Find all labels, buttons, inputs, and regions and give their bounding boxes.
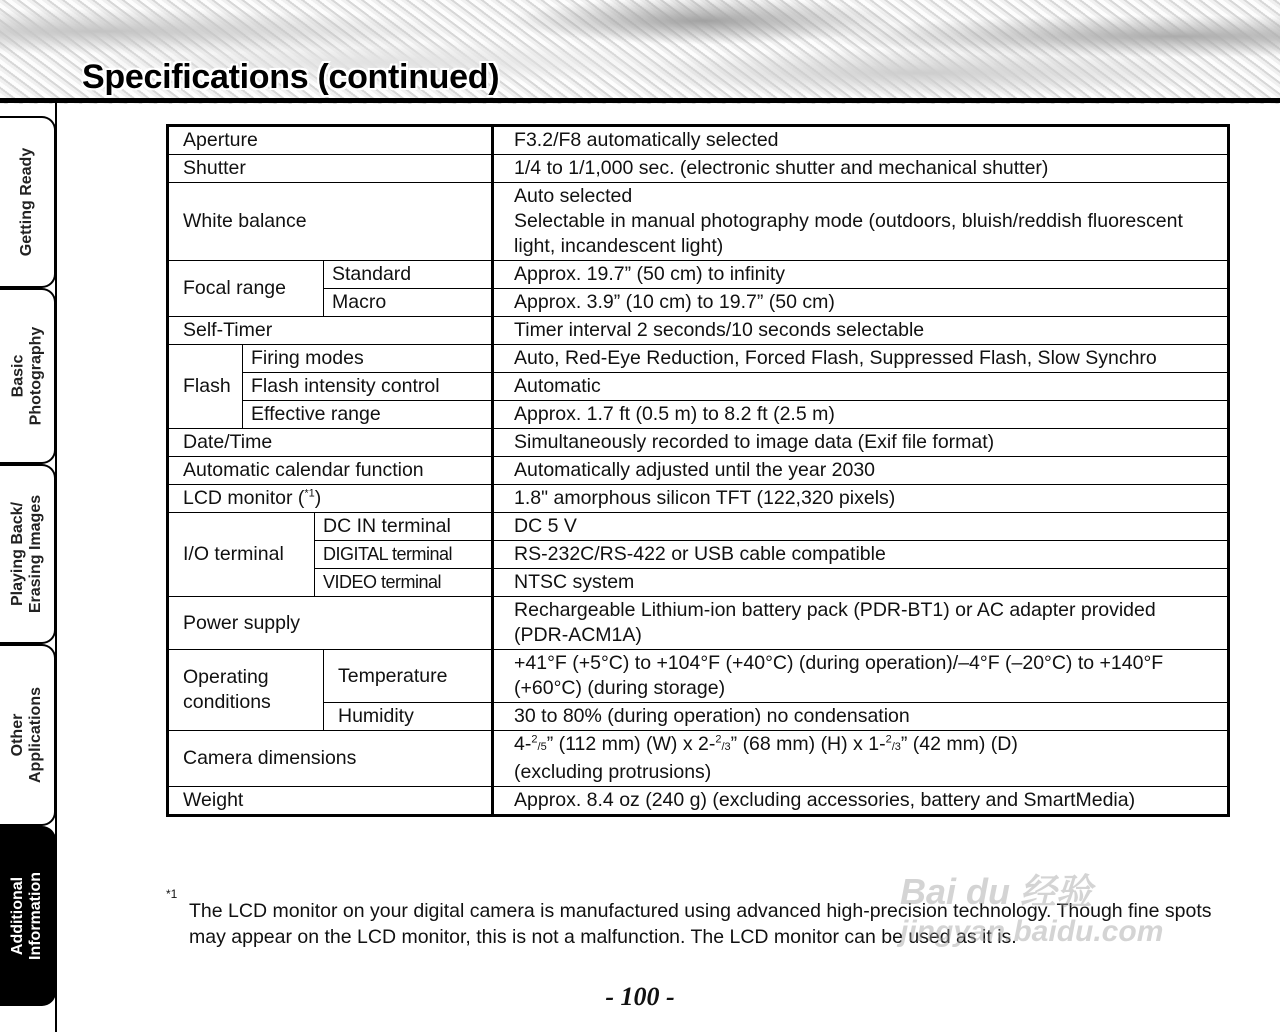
footnote-text: The LCD monitor on your digital camera is manufactured using advanced high-precision technology. Though fine spots may appear on the LCD monitor, this is not a malfunction. The LCD monitor can be used as it is. bbox=[189, 900, 1212, 948]
page-title: Specifications (continued) bbox=[82, 58, 500, 96]
spec-label: Power supply bbox=[168, 597, 493, 650]
spec-value: +41°F (+5°C) to +104°F (+40°C) (during operation)/–4°F (–20°C) to +140°F (+60°C) (during storage) bbox=[493, 650, 1229, 703]
table-row bbox=[168, 569, 1229, 597]
header-rule bbox=[0, 98, 1280, 103]
spec-value: Approx. 1.7 ft (0.5 m) to 8.2 ft (2.5 m) bbox=[493, 401, 1229, 429]
spec-value bbox=[493, 731, 1229, 787]
spec-value: Simultaneously recorded to image data (Exif file format) bbox=[493, 429, 1229, 457]
footnote: *1 The LCD monitor on your digital camera is manufactured using advanced high-precision technology. Though fine spots may appear on the LCD monitor, this is not a malfunction. The LCD monitor can be used as it is. bbox=[166, 898, 1236, 950]
table-row bbox=[168, 373, 1229, 401]
spec-value: RS-232C/RS-422 or USB cable compatible bbox=[493, 541, 1229, 569]
spec-label: Camera dimensions bbox=[168, 731, 493, 787]
table-row bbox=[168, 126, 1229, 155]
lcd-label-end: ) bbox=[314, 487, 322, 509]
table-row bbox=[168, 650, 1229, 703]
spec-label bbox=[168, 485, 493, 513]
spec-label: Flash bbox=[168, 345, 243, 429]
table-row bbox=[168, 155, 1229, 183]
spec-sublabel: Flash intensity control bbox=[243, 373, 493, 401]
spec-label: Automatic calendar function bbox=[168, 457, 493, 485]
spec-label: Weight bbox=[168, 787, 493, 816]
spec-label: I/O terminal bbox=[168, 513, 315, 597]
table-row bbox=[168, 317, 1229, 345]
dim-text: 4- bbox=[514, 733, 532, 755]
dim-num: 2 bbox=[715, 733, 722, 746]
tab-label: Basic Photography bbox=[9, 326, 45, 426]
table-row bbox=[168, 541, 1229, 569]
tab-additional-information[interactable] bbox=[0, 826, 56, 1006]
spec-label: Self-Timer bbox=[168, 317, 493, 345]
table-row bbox=[168, 513, 1229, 541]
spec-label: White balance bbox=[168, 183, 493, 261]
table-row bbox=[168, 183, 1229, 261]
dim-den: 3 bbox=[724, 741, 731, 753]
tab-playing-back[interactable] bbox=[0, 464, 56, 644]
dim-den: 3 bbox=[894, 741, 901, 753]
spec-label: Operating conditions bbox=[168, 650, 324, 731]
spec-value: F3.2/F8 automatically selected bbox=[493, 126, 1229, 155]
table-row bbox=[168, 485, 1229, 513]
dim-text: ” (42 mm) (D) bbox=[900, 733, 1018, 755]
spec-sublabel: DIGITAL terminal bbox=[315, 541, 493, 569]
spec-value: Approx. 3.9” (10 cm) to 19.7” (50 cm) bbox=[493, 289, 1229, 317]
spec-sublabel: Standard bbox=[324, 261, 493, 289]
table-row bbox=[168, 261, 1229, 289]
dim-num: 2 bbox=[531, 733, 538, 746]
spec-sublabel: Macro bbox=[324, 289, 493, 317]
spec-sublabel: Humidity bbox=[324, 703, 493, 731]
lcd-label: LCD monitor ( bbox=[183, 487, 305, 509]
table-row bbox=[168, 703, 1229, 731]
spec-value: Automatically adjusted until the year 2030 bbox=[493, 457, 1229, 485]
dim-text: ” (112 mm) (W) x 2- bbox=[546, 733, 716, 755]
spec-value: Approx. 8.4 oz (240 g) (excluding accessories, battery and SmartMedia) bbox=[493, 787, 1229, 816]
spec-value: 30 to 80% (during operation) no condensation bbox=[493, 703, 1229, 731]
table-row bbox=[168, 429, 1229, 457]
table-row bbox=[168, 457, 1229, 485]
dim-den: 5 bbox=[540, 741, 547, 753]
tab-getting-ready[interactable] bbox=[0, 116, 56, 288]
spec-sublabel: Effective range bbox=[243, 401, 493, 429]
spec-sublabel: VIDEO terminal bbox=[315, 569, 493, 597]
table-row bbox=[168, 731, 1229, 787]
spec-label: Aperture bbox=[168, 126, 493, 155]
tab-other-applications[interactable] bbox=[0, 644, 56, 826]
dim-num: 2 bbox=[885, 733, 892, 746]
spec-value: Rechargeable Lithium-ion battery pack (PDR-BT1) or AC adapter provided (PDR-ACM1A) bbox=[493, 597, 1229, 650]
tab-label: Playing Back/ Erasing Images bbox=[9, 494, 44, 614]
table-row bbox=[168, 345, 1229, 373]
page-number: - 100 - bbox=[605, 982, 675, 1011]
footnote-ref: *1 bbox=[304, 487, 315, 500]
tab-label: Getting Ready bbox=[18, 147, 35, 257]
dim-slash: / bbox=[721, 741, 725, 753]
watermark-line2: jingyan.baidu.com bbox=[900, 915, 1164, 948]
spec-sublabel: DC IN terminal bbox=[315, 513, 493, 541]
tab-label: Other Applications bbox=[9, 686, 45, 784]
spec-value: Auto selected Selectable in manual photography mode (outdoors, bluish/reddish fluorescent light, incandescent light) bbox=[493, 183, 1229, 261]
spec-label: Shutter bbox=[168, 155, 493, 183]
watermark bbox=[900, 872, 1163, 952]
spec-value: 1.8" amorphous silicon TFT (122,320 pixels) bbox=[493, 485, 1229, 513]
spec-value: 1/4 to 1/1,000 sec. (electronic shutter and mechanical shutter) bbox=[493, 155, 1229, 183]
spec-value: Automatic bbox=[493, 373, 1229, 401]
table-row bbox=[168, 401, 1229, 429]
spec-sublabel: Firing modes bbox=[243, 345, 493, 373]
spec-value: Auto, Red-Eye Reduction, Forced Flash, Suppressed Flash, Slow Synchro bbox=[493, 345, 1229, 373]
spec-value: Approx. 19.7” (50 cm) to infinity bbox=[493, 261, 1229, 289]
spec-value: Timer interval 2 seconds/10 seconds selectable bbox=[493, 317, 1229, 345]
spec-table bbox=[166, 124, 1230, 817]
tab-label: Additional Information bbox=[9, 872, 44, 960]
table-row bbox=[168, 289, 1229, 317]
table-row bbox=[168, 597, 1229, 650]
watermark-line1: Bai du 经验 bbox=[900, 871, 1093, 912]
spec-label: Date/Time bbox=[168, 429, 493, 457]
dim-slash: / bbox=[891, 741, 895, 753]
dim-slash: / bbox=[537, 741, 541, 753]
spec-value: NTSC system bbox=[493, 569, 1229, 597]
spec-sublabel: Temperature bbox=[324, 650, 493, 703]
spec-value: DC 5 V bbox=[493, 513, 1229, 541]
tab-basic-photography[interactable] bbox=[0, 288, 56, 464]
spec-label: Focal range bbox=[168, 261, 324, 317]
table-row bbox=[168, 787, 1229, 816]
dim-text: ” (68 mm) (H) x 1- bbox=[730, 733, 886, 755]
dim-note: (excluding protrusions) bbox=[514, 761, 712, 783]
